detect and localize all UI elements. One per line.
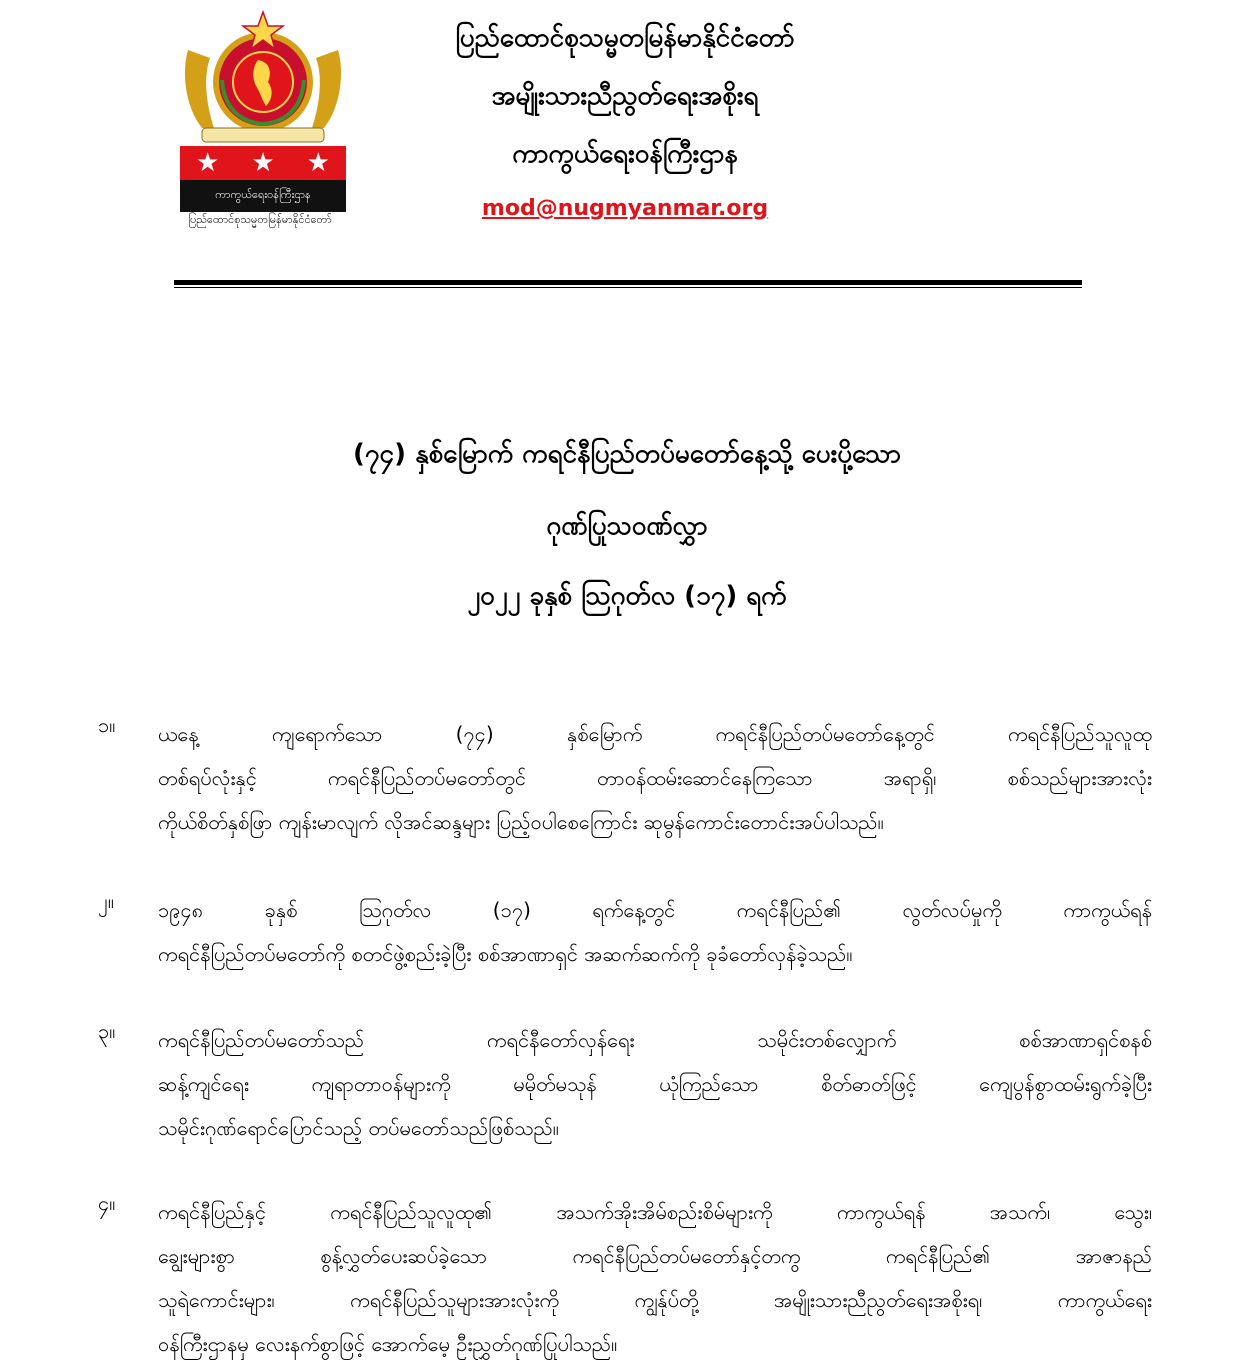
star-icon: ★	[196, 148, 220, 178]
document-date: ၂၀၂၂ ခုနှစ် ဩဂုတ်လ (၁၇) ရက်	[467, 581, 787, 611]
paragraph-line: ကရင်နီပြည်နှင့် ကရင်နီပြည်သူလူထု၏ အသက်အိုးအိမ်စည်းစိမ်များကို ကာကွယ်ရန် အသက်၊ သွေး၊	[158, 1200, 1152, 1224]
paragraph-number: ၁။	[98, 713, 116, 737]
emblem-band-label: ကာကွယ်ရေးဝန်ကြီးဌာန	[180, 180, 346, 212]
paragraph-line: ဆန့်ကျင်ရေး ကျရာတာဝန်များကို မမိုတ်မသုန် ယုံကြည်သော စိတ်ဓာတ်ဖြင့် ကျေပွန်စွာထမ်းရွက်ခဲ့ပြီး	[158, 1072, 1152, 1096]
state-seal-icon	[180, 10, 346, 145]
paragraph-line: ကိုယ်စိတ်နှစ်ဖြာ ကျန်းမာလျက် လိုအင်ဆန္ဒများ ပြည့်ဝပါစေကြောင်း ဆုမွန်ကောင်းတောင်းအပ်ပါသည်။	[158, 810, 884, 834]
email-link[interactable]: mod@nugmyanmar.org	[481, 196, 769, 221]
header-divider	[174, 280, 1082, 285]
emblem-stars	[180, 146, 346, 180]
paragraph-line: ကရင်နီပြည်တပ်မတော်ကို စတင်ဖွဲ့စည်းခဲ့ပြီး စစ်အာဏာရှင် အဆက်ဆက်ကို ခုခံတော်လှန်ခဲ့သည်။	[158, 942, 853, 966]
ministry-emblem	[166, 10, 354, 232]
document-subtitle: ဂုဏ်ပြုသဝဏ်လွှာ	[546, 511, 708, 541]
paragraph-line: ဝန်ကြီးဌာနမှ လေးနက်စွာဖြင့် အောက်မေ့ ဦးညွှတ်ဂုဏ်ပြုပါသည်။	[158, 1332, 618, 1356]
paragraph-4	[98, 1190, 1152, 1366]
paragraph-line: သူရဲကောင်းများ၊ ကရင်နီပြည်သူများအားလုံးကို ကျွန်ုပ်တို့ အမျိုးသားညီညွတ်ရေးအစိုးရ၊ ကာကွယ်ရေး	[158, 1288, 1152, 1312]
paragraph-line: သမိုင်းဂုဏ်ရောင်ပြောင်သည့် တပ်မတော်သည်ဖြစ်သည်။	[158, 1116, 559, 1140]
header-divider-thin	[174, 287, 1082, 288]
paragraph-2	[98, 888, 1152, 976]
emblem-caption: ပြည်ထောင်စုသမ္မတမြန်မာနိုင်ငံတော်	[188, 213, 332, 226]
paragraph-line: ချွေးများစွာ စွန့်လွှတ်ပေးဆပ်ခဲ့သော ကရင်နီပြည်တပ်မတော်နှင့်တကွ ကရင်နီပြည်၏ အာဇာနည်	[158, 1244, 1152, 1268]
paragraph-line: ကရင်နီပြည်တပ်မတော်သည် ကရင်နီတော်လှန်ရေး သမိုင်းတစ်လျှောက် စစ်အာဏာရှင်စနစ်	[158, 1028, 1152, 1052]
paragraph-number: ၄။	[98, 1191, 116, 1215]
paragraph-1	[98, 712, 1152, 844]
emblem-band	[180, 146, 346, 212]
paragraph-3	[98, 1018, 1152, 1150]
header-government: အမျိုးသားညီညွတ်ရေးအစိုးရ	[491, 81, 759, 111]
header-ministry: ကာကွယ်ရေးဝန်ကြီးဌာန	[512, 139, 738, 169]
paragraph-line: တစ်ရပ်လုံးနှင့် ကရင်နီပြည်တပ်မတော်တွင် တာဝန်ထမ်းဆောင်နေကြသော အရာရှိ၊ စစ်သည်များအားလုံး	[158, 766, 1152, 790]
star-icon: ★	[251, 148, 275, 178]
paragraph-number: ၂။	[98, 889, 114, 913]
document-title: (၇၄) နှစ်မြောက် ကရင်နီပြည်တပ်မတော်နေ့သို့ ပေးပို့သော	[353, 439, 901, 469]
header-country: ပြည်ထောင်စုသမ္မတမြန်မာနိုင်ငံတော်	[455, 23, 795, 53]
paragraph-number: ၃။	[98, 1019, 116, 1043]
paragraph-line: ယနေ့ ကျရောက်သော (၇၄) နှစ်မြောက် ကရင်နီပြည်တပ်မတော်နေ့တွင် ကရင်နီပြည်သူလူထု	[158, 722, 1152, 746]
paragraph-line: ၁၉၄၈ ခုနှစ် ဩဂုတ်လ (၁၇) ရက်နေ့တွင် ကရင်နီပြည်၏ လွတ်လပ်မှုကို ကာကွယ်ရန်	[158, 898, 1152, 922]
star-icon: ★	[306, 148, 330, 178]
